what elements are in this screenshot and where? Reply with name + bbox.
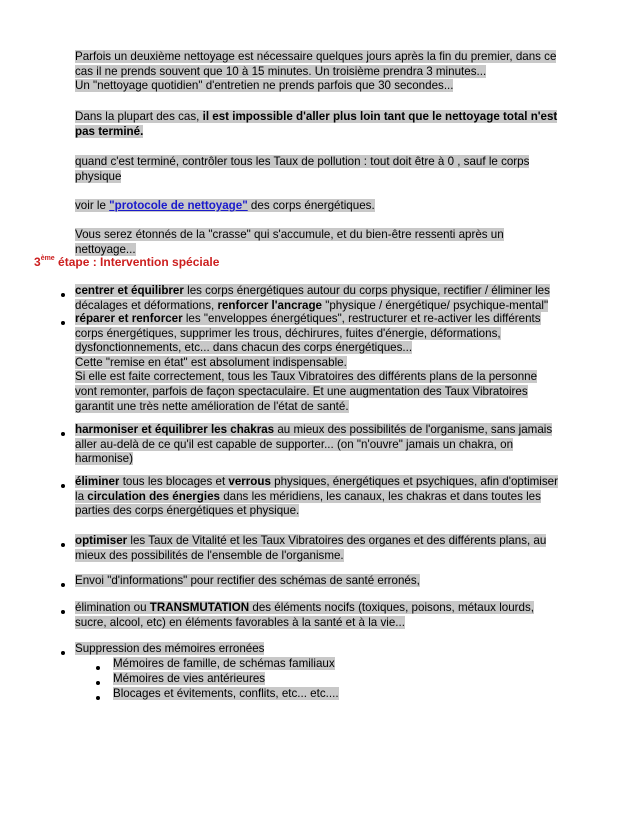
sub-list-item — [113, 687, 339, 702]
bullet-icon — [61, 432, 65, 436]
text-line: Parfois un deuxième nettoyage est nécessaire quelques jours après la fin du premier, dans ce — [75, 50, 557, 63]
paragraph-control-pollution — [75, 155, 605, 184]
text-segment: la — [75, 489, 88, 503]
list-item-harmoniser — [75, 423, 605, 467]
protocol-link[interactable]: "protocole de nettoyage" — [109, 199, 248, 212]
text-segment: physiques, énergétiques et psychiques, afin d'optimiser — [270, 475, 558, 488]
sub-bullet-icon — [96, 696, 100, 700]
sub-list-item — [113, 657, 335, 672]
list-item-optimiser — [75, 534, 605, 563]
text-line: Un "nettoyage quotidien" d'entretien ne prends parfois que 30 secondes... — [75, 79, 454, 93]
text-line: quand c'est terminé, contrôler tous les Taux de pollution : tout doit être à 0 , sauf le corps — [75, 155, 530, 168]
text-segment: les Taux de Vitalité et les Taux Vibratoires des organes et des différents plans, au — [127, 534, 547, 547]
emphasis-text: centrer et équilibrer — [75, 284, 184, 297]
paragraph-surprised — [75, 228, 605, 257]
list-item-eliminer — [75, 475, 605, 519]
text-line: physique — [75, 169, 122, 183]
text-segment: tous les blocages et — [119, 475, 229, 488]
sub-item-text: Blocages et évitements, conflits, etc... etc.... — [113, 687, 339, 700]
text-segment: Dans la plupart des cas, — [75, 110, 203, 123]
text-line: Cette "remise en état" est absolument indispensable. — [75, 355, 347, 369]
text-segment: décalages et déformations, — [75, 298, 218, 312]
text-line: Envoi "d'informations" pour rectifier des schémas de santé erronés, — [75, 574, 420, 587]
text-line: Si elle est faite correctement, tous les Taux Vibratoires des différents plans de la personne — [75, 370, 538, 384]
paragraph-impossible — [75, 110, 605, 139]
list-item-centrer — [75, 284, 605, 313]
bullet-icon — [61, 293, 65, 297]
text-line: dysfonctionnements, etc... dans chacun des corps énergétiques... — [75, 341, 413, 355]
text-line: harmonise) — [75, 452, 133, 466]
text-line: parties des corps énergétiques et physique. — [75, 504, 300, 518]
text-line: vont remonter, parfois de façon spectaculaire. Et une augmentation des Taux Vibratoires — [75, 384, 528, 398]
text-segment: des éléments nocifs (toxiques, poisons, métaux lourds, — [249, 601, 534, 614]
bullet-icon — [61, 651, 65, 655]
text-segment: dans les méridiens, les canaux, les chakras et dans toutes les — [219, 489, 541, 503]
list-item-envoi — [75, 574, 605, 589]
text-segment: "physique / énergétique/ psychique-mental" — [322, 298, 549, 312]
sub-list-item — [113, 672, 265, 687]
heading-superscript: ème — [40, 255, 55, 262]
text-segment: au mieux des possibilités de l'organisme, sans jamais — [274, 423, 553, 436]
emphasis-text: renforcer l'ancrage — [217, 298, 323, 312]
text-line: cas il ne prends souvent que 10 à 15 minutes. Un troisième prendra 3 minutes... — [75, 64, 487, 78]
emphasis-text: pas terminé. — [75, 124, 144, 138]
text-line: mieux des possibilités de l'ensemble de l'organisme. — [75, 548, 344, 562]
list-item-transmutation — [75, 601, 605, 630]
text-line: sucre, alcool, etc) en éléments favorables à la santé et à la vie... — [75, 615, 405, 629]
bullet-icon — [61, 484, 65, 488]
bullet-icon — [61, 321, 65, 325]
heading-text: étape : Intervention spéciale — [54, 255, 220, 269]
emphasis-text: harmoniser et équilibrer les chakras — [75, 423, 275, 436]
bullet-icon — [61, 583, 65, 587]
emphasis-text: circulation des énergies — [87, 489, 220, 503]
text-segment: élimination ou — [75, 601, 150, 614]
list-item-reparer — [75, 312, 605, 414]
list-item-suppression — [75, 642, 605, 657]
bullet-icon — [61, 610, 65, 614]
text-segment: les "enveloppes énergétiques", restructurer et re-activer les différents — [182, 312, 541, 325]
sub-bullet-icon — [96, 666, 100, 670]
sub-bullet-icon — [96, 681, 100, 685]
sub-item-text: Mémoires de famille, de schémas familiaux — [113, 657, 335, 670]
section-heading — [34, 255, 219, 269]
bullet-icon — [61, 543, 65, 547]
text-line: garantit une très nette amélioration de l'état de santé. — [75, 399, 349, 413]
text-segment: les corps énergétiques autour du corps physique, rectifier / éliminer les — [183, 284, 550, 297]
emphasis-text: il est impossible d'aller plus loin tant que le nettoyage total n'est — [202, 110, 558, 123]
emphasis-text: éliminer — [75, 475, 120, 488]
heading-number: 3 — [34, 255, 41, 269]
text-segment: voir le — [75, 199, 110, 212]
text-line: nettoyage... — [75, 242, 136, 256]
emphasis-text: optimiser — [75, 534, 128, 547]
emphasis-text: verrous — [228, 475, 271, 488]
text-line: Suppression des mémoires erronées — [75, 642, 265, 655]
paragraph-see-protocol — [75, 199, 605, 214]
text-line: Vous serez étonnés de la "crasse" qui s'accumule, et du bien-être ressenti après un — [75, 228, 504, 241]
paragraph-second-cleaning — [75, 50, 605, 94]
sub-item-text: Mémoires de vies antérieures — [113, 672, 266, 685]
emphasis-text: réparer et renforcer — [75, 312, 183, 325]
text-line: corps énergétiques, supprimer les trous, déchirures, fuites d'énergie, déformations, — [75, 326, 501, 340]
text-segment: des corps énergétiques. — [247, 199, 375, 212]
text-line: aller au-delà de ce qu'il est capable de supporter... (on "n'ouvre" jamais un chakra, on — [75, 437, 514, 451]
emphasis-text: TRANSMUTATION — [149, 601, 250, 614]
